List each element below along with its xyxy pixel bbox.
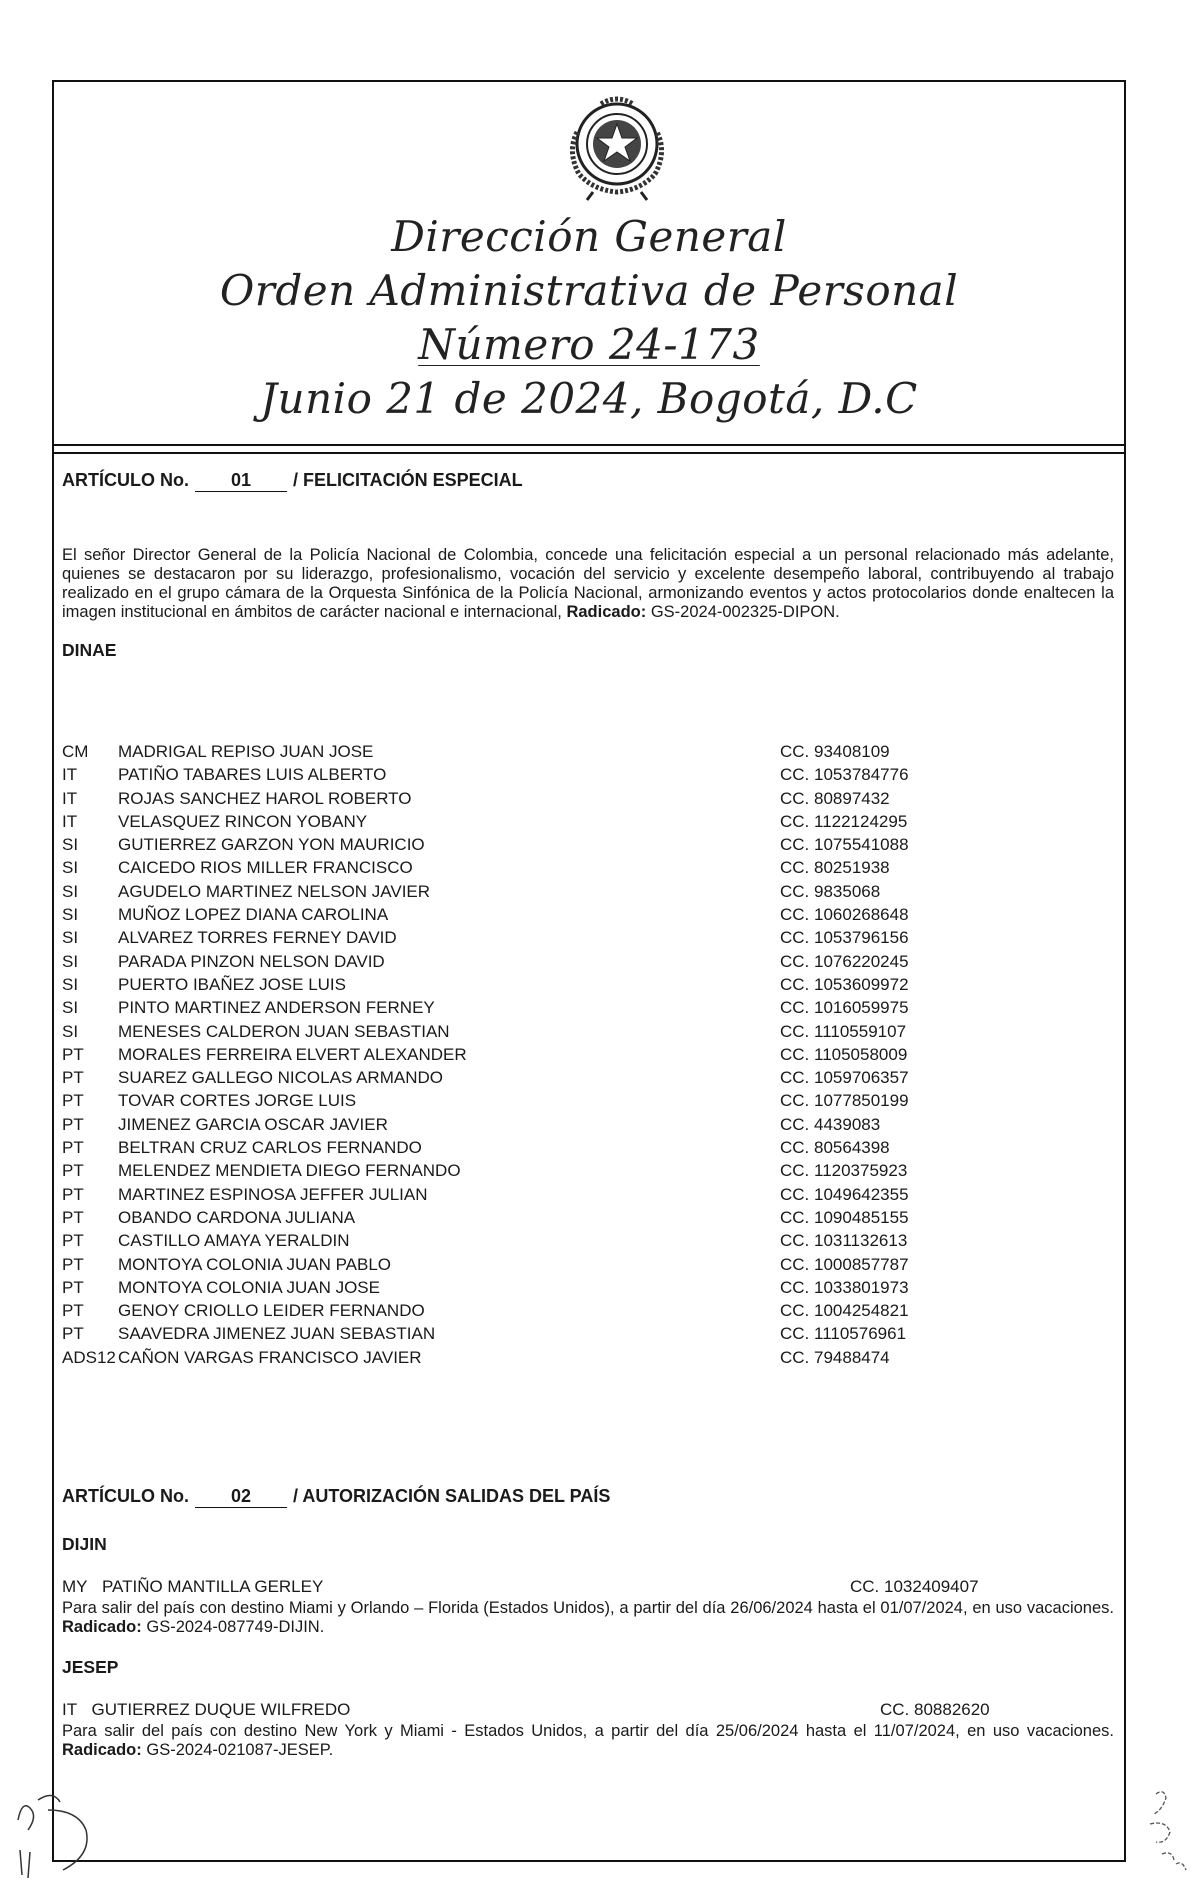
person-entry-dijin: [62, 1577, 1114, 1599]
personnel-cc: CC. 1075541088: [780, 835, 909, 855]
personnel-rank: SI: [62, 881, 79, 901]
personnel-cc: CC. 1120375923: [780, 1161, 908, 1181]
article-02: [62, 1486, 1114, 1760]
header-line-orden: Orden Administrativa de Personal: [219, 266, 959, 315]
trip-details-jesep: Para salir del país con destino New York y Miami - Estados Unidos, a partir del día 25/06/2024 hasta el 11/07/2024, en uso vacaciones. Radicado: GS-2024-021087-JESEP.: [62, 1722, 1114, 1759]
police-seal-icon: [557, 92, 677, 202]
personnel-name: PINTO MARTINEZ ANDERSON FERNEY: [118, 998, 435, 1018]
personnel-cc: CC. 1060268648: [780, 905, 909, 925]
article-01-body: El señor Director General de la Policía Nacional de Colombia, concede una felicitación especial a un personal relacionado más adelante, quienes se destacaron por su liderazgo, profesionalismo, vocación del servicio y excelente desempeño laboral, contribuyendo al trabajo realizado en el grupo cámara de la Orquesta Sinfónica de la Policía Nacional, armonizando eventos y actos protocolarios donde enaltecen la imagen institucional en ámbitos de carácter nacional e internacional, Radicado: GS-2024-002325-DIPON.: [62, 546, 1114, 621]
personnel-row: [62, 1159, 962, 1182]
unit-dinae: DINAE: [62, 640, 117, 660]
personnel-name: TOVAR CORTES JORGE LUIS: [118, 1091, 357, 1111]
personnel-cc: CC. 1105058009: [780, 1044, 908, 1064]
personnel-rank: PT: [62, 1091, 84, 1111]
article-title: / AUTORIZACIÓN SALIDAS DEL PAÍS: [292, 1486, 611, 1506]
personnel-name: ALVAREZ TORRES FERNEY DAVID: [118, 928, 397, 948]
header-divider-second: [52, 452, 1126, 454]
personnel-name: MUÑOZ LOPEZ DIANA CAROLINA: [118, 905, 389, 925]
personnel-cc: CC. 9835068: [780, 881, 881, 901]
personnel-rank: IT: [62, 811, 78, 831]
personnel-row: [62, 1113, 962, 1136]
personnel-row: [62, 1136, 962, 1159]
header-line-numero: Número 24-173: [418, 320, 760, 369]
person-rank: IT: [62, 1700, 77, 1719]
person-rank: MY: [62, 1577, 88, 1596]
personnel-row: [62, 1276, 962, 1299]
personnel-cc: CC. 4439083: [780, 1114, 881, 1134]
personnel-name: MONTOYA COLONIA JUAN JOSE: [118, 1277, 380, 1297]
header-line-direccion: Dirección General: [391, 212, 787, 261]
personnel-rank: IT: [62, 765, 78, 785]
personnel-row: [62, 1183, 962, 1206]
personnel-row: [62, 1020, 962, 1043]
personnel-name: CASTILLO AMAYA YERALDIN: [118, 1231, 350, 1251]
personnel-rank: IT: [62, 788, 78, 808]
personnel-row: [62, 856, 962, 879]
personnel-row: [62, 740, 962, 763]
personnel-rank: PT: [62, 1161, 84, 1181]
personnel-name: MENESES CALDERON JUAN SEBASTIAN: [118, 1021, 450, 1041]
personnel-row: [62, 1346, 962, 1369]
personnel-rank: PT: [62, 1068, 84, 1088]
personnel-row: [62, 903, 962, 926]
personnel-name: GUTIERREZ GARZON YON MAURICIO: [118, 835, 425, 855]
personnel-row: [62, 926, 962, 949]
personnel-row: [62, 1043, 962, 1066]
person-name: GUTIERREZ DUQUE WILFREDO: [91, 1700, 351, 1719]
personnel-name: CAICEDO RIOS MILLER FRANCISCO: [118, 858, 413, 878]
personnel-rank: PT: [62, 1277, 84, 1297]
personnel-row: [62, 973, 962, 996]
unit-jesep: JESEP: [62, 1657, 119, 1677]
personnel-name: MONTOYA COLONIA JUAN PABLO: [118, 1254, 392, 1274]
personnel-name: MARTINEZ ESPINOSA JEFFER JULIAN: [118, 1184, 428, 1204]
personnel-row: [62, 950, 962, 973]
person-cc: CC. 80882620: [880, 1700, 990, 1719]
personnel-cc: CC. 1004254821: [780, 1301, 909, 1321]
personnel-cc: CC. 1053784776: [780, 765, 909, 785]
personnel-row: [62, 1253, 962, 1276]
personnel-rank: CM: [62, 742, 89, 761]
personnel-cc: CC. 1053609972: [780, 974, 909, 994]
personnel-list: [62, 740, 962, 1369]
personnel-row: [62, 763, 962, 786]
personnel-rank: PT: [62, 1324, 84, 1344]
personnel-rank: SI: [62, 974, 79, 994]
personnel-name: PARADA PINZON NELSON DAVID: [118, 951, 385, 971]
personnel-cc: CC. 93408109: [780, 742, 890, 761]
article-label: ARTÍCULO No.: [62, 1486, 189, 1506]
personnel-row: [62, 787, 962, 810]
personnel-rank: PT: [62, 1301, 84, 1321]
personnel-cc: CC. 1110576961: [780, 1324, 907, 1344]
personnel-name: AGUDELO MARTINEZ NELSON JAVIER: [118, 881, 431, 901]
personnel-row: [62, 833, 962, 856]
personnel-name: MADRIGAL REPISO JUAN JOSE: [118, 742, 374, 761]
article-number: 02: [195, 1486, 287, 1508]
personnel-cc: CC. 1053796156: [780, 928, 909, 948]
header-line-fecha: Junio 21 de 2024, Bogotá, D.C: [260, 374, 918, 423]
personnel-rank: PT: [62, 1044, 84, 1064]
personnel-name: MELENDEZ MENDIETA DIEGO FERNANDO: [118, 1161, 461, 1181]
personnel-rank: SI: [62, 905, 79, 925]
personnel-rank: SI: [62, 1021, 79, 1041]
personnel-cc: CC. 1031132613: [780, 1231, 908, 1251]
personnel-rank: PT: [62, 1207, 84, 1227]
personnel-cc: CC. 1122124295: [780, 811, 908, 831]
personnel-cc: CC. 80897432: [780, 788, 890, 808]
personnel-row: [62, 880, 962, 903]
personnel-rank: PT: [62, 1114, 84, 1134]
personnel-rank: SI: [62, 928, 79, 948]
personnel-cc: CC. 1110559107: [780, 1021, 907, 1041]
personnel-cc: CC. 80564398: [780, 1138, 890, 1158]
article-number: 01: [195, 470, 287, 492]
personnel-name: PUERTO IBAÑEZ JOSE LUIS: [118, 974, 346, 994]
person-name: PATIÑO MANTILLA GERLEY: [101, 1577, 324, 1596]
personnel-rank: PT: [62, 1184, 84, 1204]
personnel-cc: CC. 1000857787: [780, 1254, 909, 1274]
personnel-cc: CC. 1059706357: [780, 1068, 909, 1088]
personnel-rank: SI: [62, 835, 79, 855]
personnel-row: [62, 810, 962, 833]
person-entry-jesep: [62, 1700, 1114, 1722]
personnel-cc: CC. 1049642355: [780, 1184, 909, 1204]
personnel-name: PATIÑO TABARES LUIS ALBERTO: [118, 765, 387, 785]
personnel-cc: CC. 1090485155: [780, 1207, 909, 1227]
personnel-rank: SI: [62, 951, 79, 971]
article-title: / FELICITACIÓN ESPECIAL: [292, 470, 523, 490]
handwritten-initials-left: [8, 1780, 98, 1880]
personnel-name: ROJAS SANCHEZ HAROL ROBERTO: [118, 788, 412, 808]
personnel-rank: ADS12: [62, 1347, 116, 1367]
personnel-name: SUAREZ GALLEGO NICOLAS ARMANDO: [118, 1068, 443, 1088]
personnel-row: [62, 1066, 962, 1089]
personnel-cc: CC. 79488474: [780, 1347, 890, 1367]
personnel-row: [62, 1206, 962, 1229]
personnel-row: [62, 1322, 962, 1345]
personnel-name: JIMENEZ GARCIA OSCAR JAVIER: [118, 1114, 388, 1134]
personnel-row: [62, 1089, 962, 1112]
article-02-heading: [62, 1486, 1114, 1508]
personnel-row: [62, 996, 962, 1019]
personnel-cc: CC. 1033801973: [780, 1277, 909, 1297]
personnel-cc: CC. 80251938: [780, 858, 890, 878]
personnel-rank: PT: [62, 1254, 84, 1274]
personnel-name: GENOY CRIOLLO LEIDER FERNANDO: [118, 1301, 425, 1321]
personnel-cc: CC. 1077850199: [780, 1091, 909, 1111]
personnel-rank: SI: [62, 858, 79, 878]
article-label: ARTÍCULO No.: [62, 470, 189, 490]
personnel-rank: SI: [62, 998, 79, 1018]
personnel-name: MORALES FERREIRA ELVERT ALEXANDER: [118, 1044, 467, 1064]
personnel-rank: PT: [62, 1138, 84, 1158]
article-01-heading: [62, 470, 1114, 492]
personnel-row: [62, 1229, 962, 1252]
handwritten-initials-right: [1136, 1784, 1196, 1880]
personnel-name: OBANDO CARDONA JULIANA: [118, 1207, 356, 1227]
personnel-name: CAÑON VARGAS FRANCISCO JAVIER: [118, 1347, 422, 1367]
personnel-row: [62, 1299, 962, 1322]
trip-details-dijin: Para salir del país con destino Miami y Orlando – Florida (Estados Unidos), a partir del día 26/06/2024 hasta el 01/07/2024, en uso vacaciones. Radicado: GS-2024-087749-DIJIN.: [62, 1599, 1114, 1636]
unit-dijin: DIJIN: [62, 1534, 107, 1554]
personnel-name: SAAVEDRA JIMENEZ JUAN SEBASTIAN: [118, 1324, 436, 1344]
personnel-cc: CC. 1076220245: [780, 951, 909, 971]
personnel-name: BELTRAN CRUZ CARLOS FERNANDO: [118, 1138, 422, 1158]
personnel-cc: CC. 1016059975: [780, 998, 909, 1018]
document-header: [54, 82, 1124, 446]
article-01: [62, 470, 1114, 661]
personnel-rank: PT: [62, 1231, 84, 1251]
person-cc: CC. 1032409407: [850, 1577, 979, 1596]
personnel-name: VELASQUEZ RINCON YOBANY: [118, 811, 368, 831]
